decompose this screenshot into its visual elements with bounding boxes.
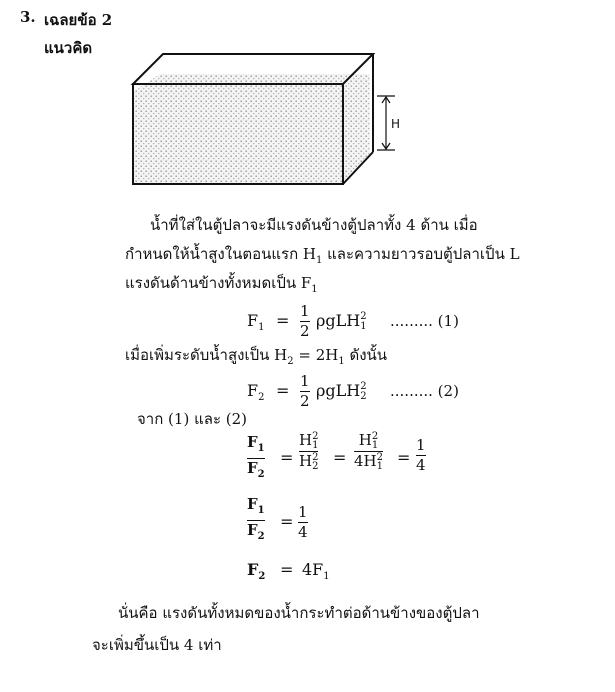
aquarium-diagram bbox=[125, 50, 415, 190]
question-number: 3. bbox=[20, 8, 36, 26]
water-side bbox=[343, 74, 370, 184]
eq2-lhs: $F_2$ bbox=[247, 381, 265, 404]
final-lhs: $F_2$ bbox=[247, 560, 266, 583]
final-rhs: $4F_1$ bbox=[302, 560, 330, 583]
eq2-label: ......... (2) bbox=[390, 382, 459, 400]
ratio1-substituted-fraction: H 2 1 4H 2 1 bbox=[354, 431, 383, 472]
eq1-equals: = bbox=[276, 311, 290, 330]
conclusion-line-2: จะเพิ่มขึ้นเป็น 4 เท่า bbox=[92, 636, 222, 654]
eq1-body: ρgLH 2 1 bbox=[316, 310, 367, 332]
height-label: H bbox=[391, 117, 401, 131]
ratio2-result-fraction: 1 4 bbox=[298, 503, 308, 541]
ratio2-force-fraction: $F_1$ $F_2$ bbox=[247, 495, 265, 542]
water-front bbox=[133, 92, 343, 184]
ratio1-equals-1: = bbox=[280, 448, 294, 467]
eq1-lhs: $F_1$ bbox=[247, 311, 265, 334]
eq2-body: ρgLH 2 2 bbox=[316, 380, 367, 402]
ratio1-equals-3: = bbox=[397, 448, 411, 467]
paragraph-line-1: น้ำที่ใส่ในตู้ปลาจะมีแรงดันข้างตู้ปลาทั้ง 4 ด้าน เมื่อ bbox=[150, 216, 478, 234]
ratio1-height-fraction: H 2 1 H 2 2 bbox=[299, 431, 319, 472]
conclusion-line-1: นั่นคือ แรงดันทั้งหมดของน้ำกระทำต่อด้านข้างของตู้ปลา bbox=[118, 604, 480, 622]
ratio1-equals-2: = bbox=[333, 448, 347, 467]
ratio1-result-fraction: 1 4 bbox=[416, 436, 426, 474]
ratio1-force-fraction: $F_1$ $F_2$ bbox=[247, 433, 265, 480]
answer-heading: เฉลยข้อ 2 bbox=[44, 11, 113, 29]
approach-heading: แนวคิด bbox=[44, 39, 93, 57]
paragraph-line-3: แรงดันด้านข้างทั้งหมดเป็น $F_1$ bbox=[125, 274, 318, 295]
eq2-half-fraction: 1 2 bbox=[300, 372, 310, 410]
paragraph-line-2: กำหนดให้น้ำสูงในตอนแรก $H_1$ และความยาวรอบตู้ปลาเป็น L bbox=[125, 245, 520, 266]
eq1-label: ......... (1) bbox=[390, 312, 459, 330]
eq2-equals: = bbox=[276, 381, 290, 400]
final-equals: = bbox=[280, 560, 294, 579]
ratio2-equals: = bbox=[280, 512, 294, 531]
eq1-half-fraction: 1 2 bbox=[300, 302, 310, 340]
double-height-line: เมื่อเพิ่มระดับน้ำสูงเป็น $H_2 = 2H_1$ ดังนั้น bbox=[125, 346, 388, 367]
from-text: จาก (1) และ (2) bbox=[137, 410, 248, 428]
